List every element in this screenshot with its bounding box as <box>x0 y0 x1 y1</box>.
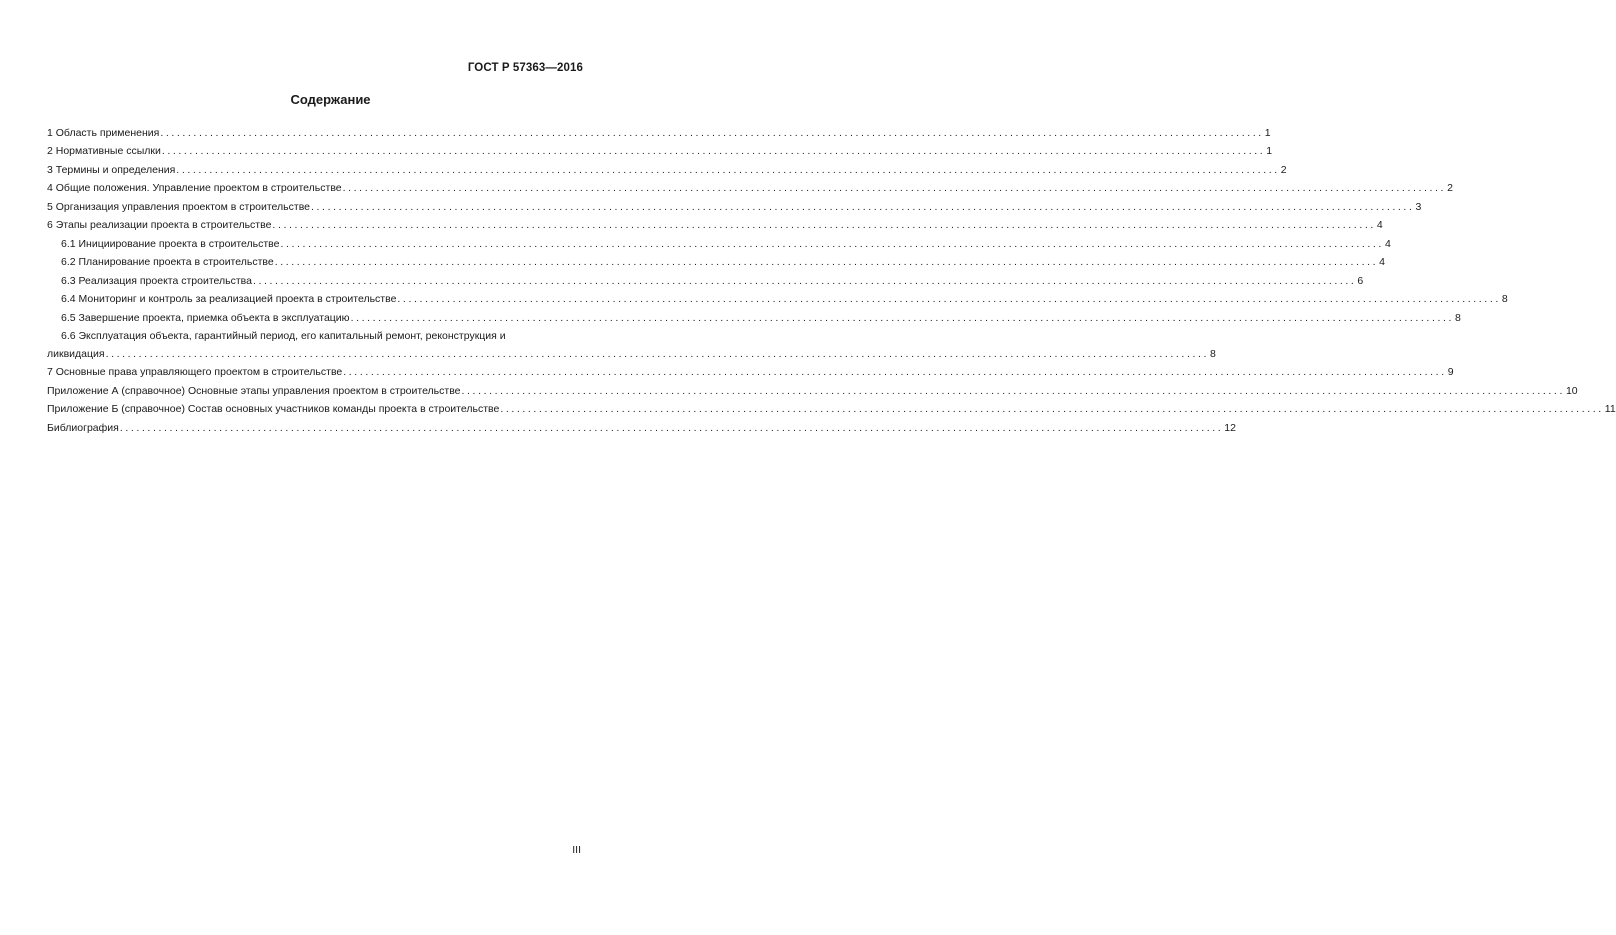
toc-leader-dots: ........................................................................................................................................................................................................ <box>461 384 1565 397</box>
toc-entry-page: 3 <box>1415 200 1422 213</box>
toc-entry-page: 9 <box>1447 366 1454 378</box>
toc-entry-5[interactable] <box>47 195 1422 214</box>
toc-entry-page: 12 <box>1224 421 1236 434</box>
toc-entry-7[interactable] <box>47 361 1454 380</box>
toc-entry-6-1[interactable] <box>47 232 1391 251</box>
toc-entry-label: 3 Термины и определения <box>47 163 176 176</box>
toc-entry-page: 4 <box>1379 256 1385 268</box>
toc-leader-dots: ........................................................................................................................................................................................................ <box>500 403 1604 415</box>
toc-entry-label: Приложение Б (справочное) Состав основных участников команды проекта в строительстве <box>47 403 500 415</box>
page-number: III <box>572 844 581 856</box>
toc-leader-dots: ........................................................................................................................................................................................................ <box>272 219 1376 231</box>
toc-entry-label: Приложение А (справочное) Основные этапы управления проектом в строительстве <box>47 384 461 397</box>
toc-entry-page: 11 <box>1604 403 1616 415</box>
toc-entry-page: 1 <box>1264 126 1271 139</box>
toc-entry-bibliography[interactable] <box>47 416 1236 435</box>
toc-entry-page: 8 <box>1455 311 1461 324</box>
toc-entry-label: 6 Этапы реализации проекта в строительстве <box>47 219 272 231</box>
toc-entry-label: 7 Основные права управляющего проектом в строительстве <box>47 366 343 378</box>
toc-leader-dots: ........................................................................................................................................................................................................ <box>160 126 1264 139</box>
toc-entry-page: 2 <box>1447 182 1453 194</box>
toc-entry-page: 8 <box>1210 347 1216 360</box>
toc-entry-6-2[interactable] <box>47 251 1385 270</box>
toc-leader-dots: ........................................................................................................................................................................................................ <box>161 145 1266 157</box>
toc-entry-page: 6 <box>1357 274 1364 287</box>
toc-entry-label-line2: ликвидация <box>47 347 105 360</box>
toc-entry-page: 10 <box>1565 384 1578 397</box>
toc-entry-label: 1 Область применения <box>47 126 160 139</box>
toc-entry-6[interactable] <box>47 214 1383 233</box>
toc-entry-6-4[interactable] <box>47 288 1508 307</box>
toc-entry-label: 6.1 Инициирование проекта в строительстве <box>61 237 280 250</box>
toc-entry-6-6[interactable] <box>47 325 1216 361</box>
toc-leader-dots: ........................................................................................................................................................................................................ <box>311 200 1415 213</box>
toc-leader-dots: ........................................................................................................................................................................................................ <box>105 347 1210 360</box>
toc-entry-page: 4 <box>1384 237 1391 250</box>
toc-entry-appendix-a[interactable] <box>47 379 1578 398</box>
toc-entry-label: Библиография <box>47 421 119 434</box>
toc-leader-dots: ........................................................................................................................................................................................................ <box>397 293 1501 305</box>
toc-entry-page: 2 <box>1280 163 1287 176</box>
toc-leader-dots: ........................................................................................................................................................................................................ <box>274 256 1379 268</box>
toc-entry-6-3[interactable] <box>47 269 1364 288</box>
toc-entry-4[interactable] <box>47 177 1453 196</box>
toc-leader-dots: ........................................................................................................................................................................................................ <box>343 366 1447 378</box>
toc-entry-page: 4 <box>1376 219 1383 231</box>
toc-title: Содержание <box>290 92 371 107</box>
toc-entry-3[interactable] <box>47 158 1287 177</box>
toc-entry-1[interactable] <box>47 121 1271 140</box>
toc-leader-dots: ........................................................................................................................................................................................................ <box>119 421 1224 434</box>
toc-leader-dots: ........................................................................................................................................................................................................ <box>176 163 1280 176</box>
table-of-contents <box>47 121 1616 435</box>
toc-entry-label: 4 Общие положения. Управление проектом в строительстве <box>47 182 342 194</box>
toc-entry-2[interactable] <box>47 140 1273 159</box>
toc-leader-dots: ........................................................................................................................................................................................................ <box>342 182 1447 194</box>
toc-leader-dots: ........................................................................................................................................................................................................ <box>252 274 1357 287</box>
toc-entry-page: 8 <box>1501 293 1508 305</box>
toc-entry-label: 5 Организация управления проектом в строительстве <box>47 200 311 213</box>
toc-leader-dots: ........................................................................................................................................................................................................ <box>280 237 1384 250</box>
toc-entry-page: 1 <box>1266 145 1273 157</box>
toc-leader-dots: ........................................................................................................................................................................................................ <box>350 311 1455 324</box>
toc-entry-label: 6.3 Реализация проекта строительства <box>61 274 252 287</box>
toc-entry-label: 2 Нормативные ссылки <box>47 145 161 157</box>
toc-entry-label: 6.5 Завершение проекта, приемка объекта в эксплуатацию <box>61 311 350 324</box>
toc-entry-label-line1: 6.6 Эксплуатация объекта, гарантийный период, его капитальный ремонт, реконструкция и <box>61 329 506 342</box>
standard-code: ГОСТ Р 57363—2016 <box>467 62 583 74</box>
toc-entry-label: 6.4 Мониторинг и контроль за реализацией проекта в строительстве <box>61 293 397 305</box>
toc-entry-label: 6.2 Планирование проекта в строительстве <box>61 256 274 268</box>
toc-entry-6-5[interactable] <box>47 306 1461 325</box>
toc-entry-appendix-b[interactable] <box>47 398 1616 417</box>
